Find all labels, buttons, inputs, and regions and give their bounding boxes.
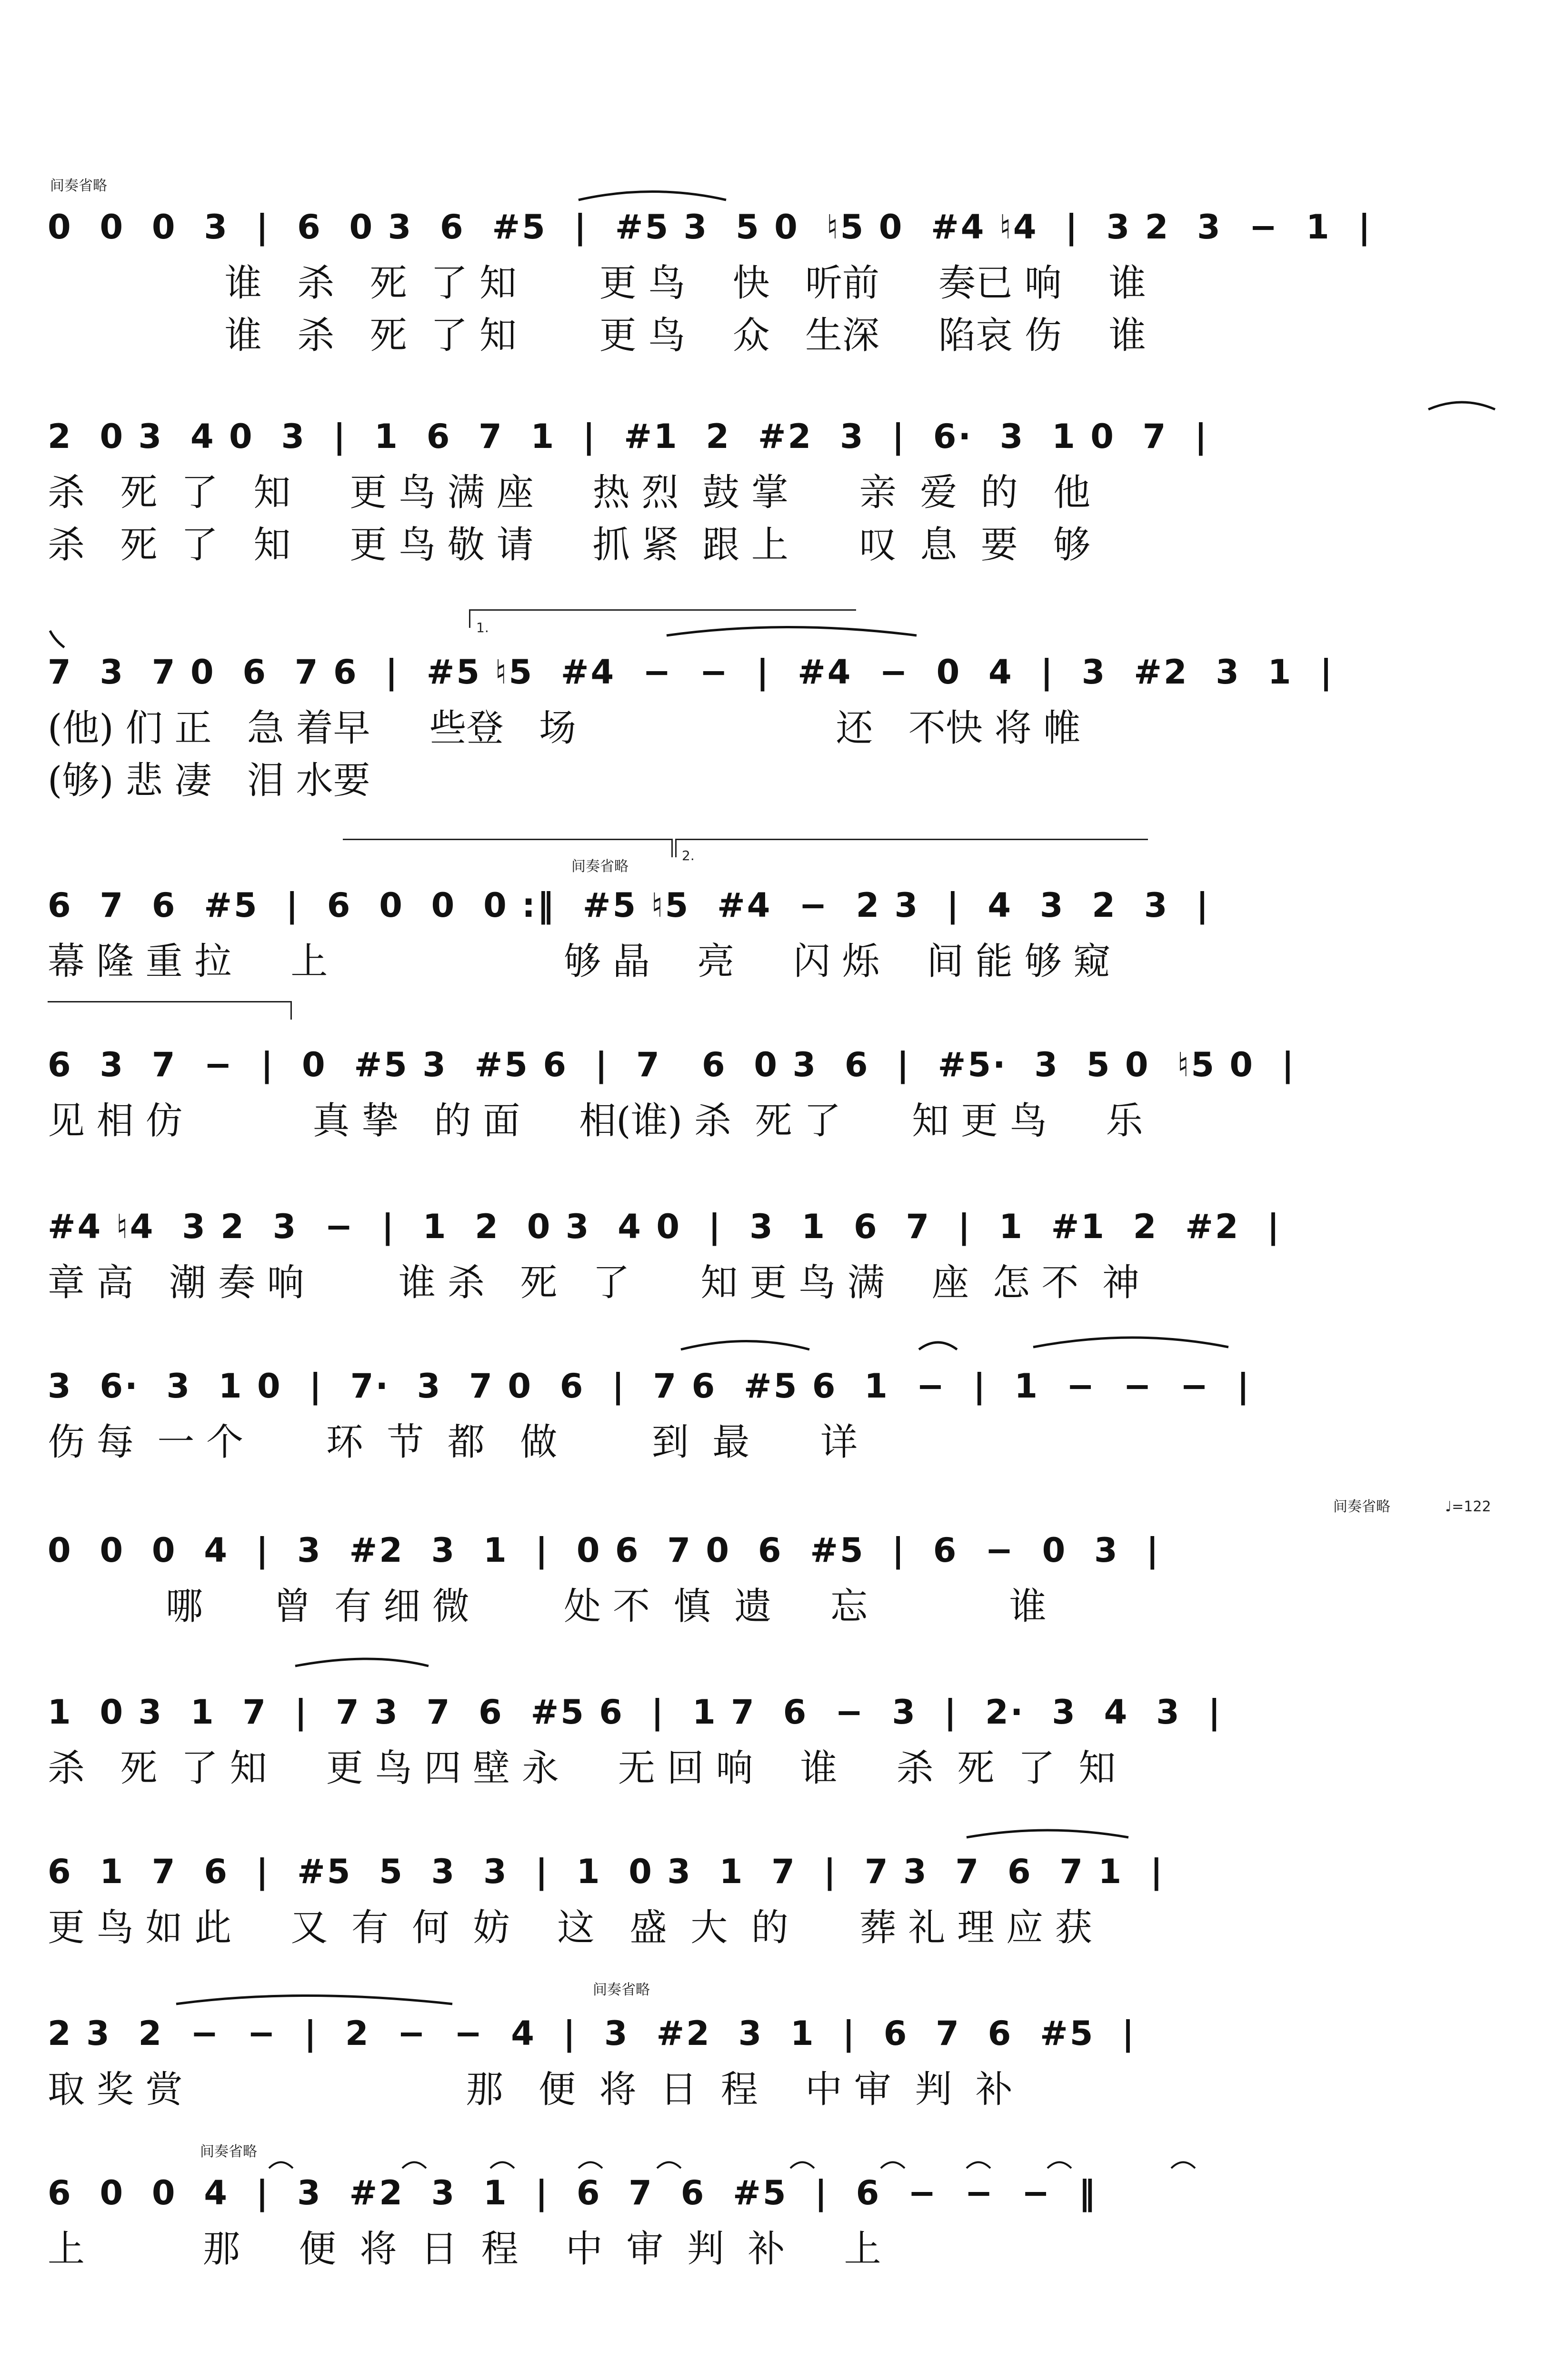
notation-system — [0, 1047, 1546, 1190]
notation-system — [0, 1854, 1546, 1997]
fermata-mark — [1047, 2162, 1071, 2169]
interlude-note: 间奏省略 — [593, 1982, 650, 1998]
notation-line: #4 ♮4 3 2 3 − | 1 2 0 3 4 0 | 3 1 6 7 | 1 #1 2 #2 | — [48, 1207, 1281, 1246]
volta-2-label: 2. — [682, 848, 695, 863]
tempo-mark: ♩=122 — [1445, 1498, 1491, 1515]
notation-system — [0, 1209, 1546, 1352]
fermata-mark — [967, 2162, 990, 2169]
notation-line: 0 0 0 3 | 6 0 3 6 #5 | #5 3 5 0 ♮5 0 #4 ♮4 | 3 2 3 − 1 | — [48, 208, 1373, 247]
fermata-mark — [269, 2162, 293, 2169]
tie-slur — [667, 627, 917, 636]
lyric-line: 幕 隆 重 拉 上 够 晶 亮 闪 烁 间 能 够 窥 — [48, 940, 1111, 983]
tie-slur — [579, 192, 726, 200]
notation-system — [0, 1533, 1546, 1676]
fermata-mark — [579, 2162, 602, 2169]
notation-line: 0 0 0 4 | 3 #2 3 1 | 0 6 7 0 6 #5 | 6 − 0 3 | — [48, 1531, 1161, 1570]
lyric-line: (他) 们 正 急 着早 些登 场 还 不快 将 帷 — [48, 707, 1081, 750]
lyric-line: 见 相 仿 真 挚 的 面 相(谁) 杀 死 了 知 更 鸟 乐 — [48, 1100, 1143, 1142]
notation-system — [0, 2016, 1546, 2159]
lyric-line: 更 鸟 如 此 又 有 何 妨 这 盛 大 的 葬 礼 理 应 获 — [48, 1906, 1092, 1949]
lyric-line: 伤 每 一 个 环 节 都 做 到 最 详 — [48, 1421, 858, 1464]
notation-line: 3 6· 3 1 0 | 7· 3 7 0 6 | 7 6 #5 6 1 − | 1 − − − | — [48, 1367, 1251, 1406]
fermata-mark — [1171, 2162, 1195, 2169]
volta-2-bracket — [675, 839, 1148, 857]
notation-line: 2 3 2 − − | 2 − − 4 | 3 #2 3 1 | 6 7 6 #5 | — [48, 2014, 1136, 2053]
volta-1-end-bracket — [343, 839, 673, 857]
notation-system — [0, 1368, 1546, 1511]
fermata-mark — [490, 2162, 514, 2169]
fermata-mark — [402, 2162, 426, 2169]
lyric-line: (够) 悲 凄 泪 水要 — [48, 759, 370, 802]
notation-line: 6 1 7 6 | #5 5 3 3 | 1 0 3 1 7 | 7 3 7 6 7 1 | — [48, 1852, 1165, 1891]
tie-slur — [176, 1996, 452, 2004]
fermata-mark — [881, 2162, 905, 2169]
interlude-note: 间奏省略 — [571, 858, 628, 875]
notation-line: 6 7 6 #5 | 6 0 0 0 :‖ #5 ♮5 #4 − 2 3 | 4 3 2 3 | — [48, 886, 1210, 925]
interlude-note: 间奏省略 — [200, 2143, 257, 2160]
site-watermark — [1384, 2377, 1527, 2380]
notation-line: 6 0 0 4 | 3 #2 3 1 | 6 7 6 #5 | 6 − − − ‖ — [48, 2173, 1097, 2212]
lyric-line: 谁 杀 死 了 知 更 鸟 众 生深 陷哀 伤 谁 — [48, 314, 1146, 357]
lyric-line: 章 高 潮 奏 响 谁 杀 死 了 知 更 鸟 满 座 怎 不 神 — [48, 1261, 1139, 1304]
lyric-line: 杀 死 了 知 更 鸟 四 壁 永 无 回 响 谁 杀 死 了 知 — [48, 1747, 1116, 1790]
interlude-note: 间奏省略 — [1333, 1498, 1390, 1515]
notation-system — [0, 208, 1546, 357]
lyric-line: 上 那 便 将 日 程 中 审 判 补 上 — [48, 2228, 881, 2271]
notation-system — [0, 1695, 1546, 1837]
lyric-line: 谁 杀 死 了 知 更 鸟 快 听前 奏已 响 谁 — [48, 262, 1146, 305]
notation-line: 1 0 3 1 7 | 7 3 7 6 #5 6 | 1 7 6 − 3 | 2· 3 4 3 | — [48, 1693, 1223, 1732]
notation-line: 6 3 7 − | 0 #5 3 #5 6 | 7 6 0 3 6 | #5· 3 5 0 ♮5 0 | — [48, 1045, 1296, 1084]
tie-slur — [1428, 402, 1495, 409]
interlude-note: 间奏省略 — [50, 178, 107, 194]
fermata-mark — [790, 2162, 814, 2169]
lyric-line: 哪 曾 有 细 微 处 不 慎 遗 忘 谁 — [48, 1585, 1047, 1628]
tie-slur — [50, 631, 64, 647]
notation-system — [0, 2175, 1546, 2318]
notation-line: 7 3 7 0 6 7 6 | #5 ♮5 #4 − − | #4 − 0 4 | 3 #2 3 1 | — [48, 653, 1334, 692]
volta-1-label: 1. — [476, 620, 489, 635]
notation-system — [0, 888, 1546, 1031]
lyric-line: 取 奖 赏 那 便 将 日 程 中 审 判 补 — [48, 2068, 1013, 2111]
notation-system — [0, 417, 1546, 566]
notation-system — [0, 653, 1546, 802]
volta-1-bracket — [469, 609, 856, 628]
fermata-mark — [657, 2162, 681, 2169]
lyric-line: 杀 死 了 知 更 鸟 敬 请 抓 紧 跟 上 叹 息 要 够 — [48, 524, 1091, 566]
notation-line: 2 0 3 4 0 3 | 1 6 7 1 | #1 2 #2 3 | 6· 3 1 0 7 | — [48, 417, 1209, 456]
lyric-line: 杀 死 了 知 更 鸟 满 座 热 烈 鼓 掌 亲 爱 的 他 — [48, 471, 1091, 514]
brand-name — [1417, 2377, 1497, 2380]
